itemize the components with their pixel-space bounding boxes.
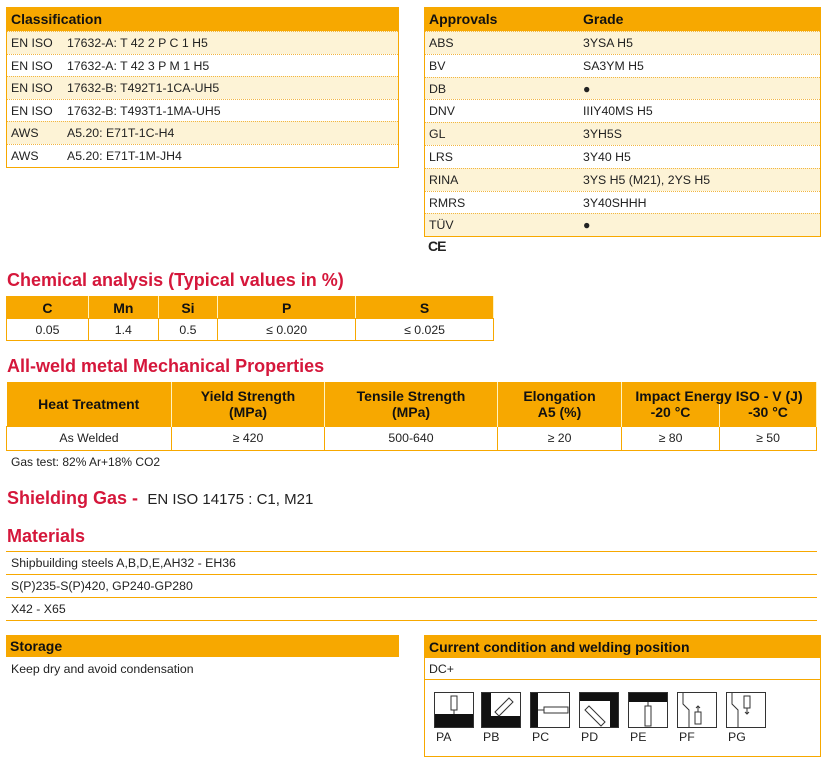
approval-row (425, 168, 820, 191)
approval-grade: 3Y40 H5 (583, 149, 631, 164)
elongation-unit: A5 (%) (498, 404, 622, 426)
chem-value: ≤ 0.020 (218, 319, 356, 341)
approval-grade: IIIY40MS H5 (583, 104, 653, 119)
classification-row (7, 121, 398, 144)
value-cell: A5.20: E71T-1C-H4 (67, 126, 175, 141)
position-pg (726, 692, 766, 744)
std-cell: AWS (11, 126, 39, 141)
heat-value: As Welded (7, 426, 172, 450)
chemical-header-row (7, 297, 494, 319)
approval-name: BV (429, 58, 446, 73)
position-pd-icon (579, 692, 619, 728)
position-label: PC (532, 730, 550, 744)
approval-name: RINA (429, 172, 459, 187)
chem-header: Mn (88, 297, 158, 319)
approval-row (425, 99, 820, 122)
tensile-value: 500-640 (325, 426, 498, 450)
position-pe-icon (628, 692, 668, 728)
approval-grade: 3YH5S (583, 127, 622, 142)
tensile-unit: (MPa) (325, 404, 498, 426)
position-pe (628, 692, 668, 744)
approval-row (425, 191, 820, 214)
classification-row (7, 76, 398, 99)
position-pf (677, 692, 717, 744)
mechanical-value-row (7, 426, 817, 450)
storage-box (6, 635, 399, 676)
std-cell: EN ISO (11, 36, 53, 50)
chem-value: 0.5 (158, 319, 218, 341)
classification-table (6, 7, 399, 168)
approval-name: TÜV (429, 218, 454, 233)
chem-header: Si (158, 297, 218, 319)
position-pb (481, 692, 521, 744)
approval-row (425, 122, 820, 145)
mechanical-table (6, 382, 817, 451)
mechanical-title: All-weld metal Mechanical Properties (7, 356, 325, 376)
elongation-header: Elongation (498, 382, 622, 404)
chem-value: 1.4 (88, 319, 158, 341)
gas-test-note: Gas test: 82% Ar+18% CO2 (11, 455, 161, 469)
approval-name: DB (429, 81, 447, 96)
approvals-header (425, 8, 820, 31)
position-label: PA (436, 730, 452, 744)
approval-name: ABS (429, 36, 454, 50)
approval-grade: 3YS H5 (M21), 2YS H5 (583, 172, 711, 187)
shielding-value: EN ISO 14175 : C1, M21 (147, 491, 314, 508)
position-pg-icon (726, 692, 766, 728)
std-cell: EN ISO (11, 81, 53, 96)
impact-value-2: ≥ 50 (720, 426, 817, 450)
std-cell: AWS (11, 148, 39, 163)
impact-temp-1: -20 °C (622, 404, 720, 426)
approval-grade: 3YSA H5 (583, 36, 633, 50)
position-label: PE (630, 730, 647, 744)
materials-list (6, 551, 817, 621)
classification-row (7, 54, 398, 77)
value-cell: 17632-A: T 42 2 P C 1 H5 (67, 36, 208, 50)
storage-text: Keep dry and avoid condensation (11, 662, 194, 676)
position-label: PG (728, 730, 746, 744)
material-item: S(P)235-S(P)420, GP240-GP280 (6, 575, 817, 598)
current-header: Current condition and welding position (425, 636, 820, 658)
yield-unit: (MPa) (172, 404, 325, 426)
approval-row (425, 213, 820, 236)
chemical-table (6, 296, 494, 341)
current-condition-box (424, 635, 821, 757)
position-label: PD (581, 730, 599, 744)
position-label: PB (483, 730, 500, 744)
classification-header: Classification (7, 8, 398, 31)
material-item: Shipbuilding steels A,B,D,E,AH32 - EH36 (6, 552, 817, 575)
classification-row (7, 99, 398, 122)
position-pc-icon (530, 692, 570, 728)
approval-row (425, 54, 820, 77)
approval-name: LRS (429, 149, 453, 164)
position-pa-icon (434, 692, 474, 728)
approval-name: GL (429, 127, 446, 142)
value-cell: A5.20: E71T-1M-JH4 (67, 148, 182, 163)
shielding-gas (7, 488, 313, 509)
shielding-label: Shielding Gas - (7, 488, 139, 508)
storage-header: Storage (6, 635, 399, 657)
value-cell: 17632-B: T492T1-1CA-UH5 (67, 81, 220, 96)
position-pc (530, 692, 570, 744)
approval-row (425, 145, 820, 168)
chem-header: P (218, 297, 356, 319)
yield-value: ≥ 420 (172, 426, 325, 450)
chem-header: S (356, 297, 494, 319)
position-pd (579, 692, 619, 744)
impact-value-1: ≥ 80 (622, 426, 720, 450)
approval-grade: 3Y40SHHH (583, 195, 647, 210)
classification-row (7, 31, 398, 54)
approval-grade: SA3YM H5 (583, 58, 644, 73)
approval-row (425, 31, 820, 54)
approval-name: RMRS (429, 195, 466, 210)
current-type: DC+ (425, 658, 820, 680)
classification-row (7, 144, 398, 167)
tensile-header: Tensile Strength (325, 382, 498, 404)
approvals-col-header: Approvals (429, 11, 498, 27)
position-pa (434, 692, 474, 744)
approval-name: DNV (429, 104, 455, 119)
chem-value: 0.05 (7, 319, 89, 341)
value-cell: 17632-B: T493T1-1MA-UH5 (67, 103, 221, 118)
position-label: PF (679, 730, 695, 744)
value-cell: 17632-A: T 42 3 P M 1 H5 (67, 58, 210, 73)
chemical-title: Chemical analysis (Typical values in %) (7, 270, 344, 290)
std-cell: EN ISO (11, 103, 53, 118)
impact-header: Impact Energy ISO - V (J) (622, 382, 817, 404)
chem-header: C (7, 297, 89, 319)
elongation-value: ≥ 20 (498, 426, 622, 450)
material-item: X42 - X65 (6, 598, 817, 621)
materials-title: Materials (7, 526, 86, 546)
chemical-value-row (7, 319, 494, 341)
position-pf-icon (677, 692, 717, 728)
approval-grade-dot: ● (583, 81, 591, 96)
heat-treatment-header: Heat Treatment (7, 382, 172, 426)
approval-row (425, 77, 820, 100)
chem-value: ≤ 0.025 (356, 319, 494, 341)
std-cell: EN ISO (11, 58, 53, 73)
ce-mark-icon: CE (428, 238, 446, 254)
position-pb-icon (481, 692, 521, 728)
yield-header: Yield Strength (172, 382, 325, 404)
approvals-table (424, 7, 821, 237)
grade-col-header: Grade (583, 11, 624, 27)
approval-grade-dot: ● (583, 218, 591, 233)
impact-temp-2: -30 °C (720, 404, 817, 426)
